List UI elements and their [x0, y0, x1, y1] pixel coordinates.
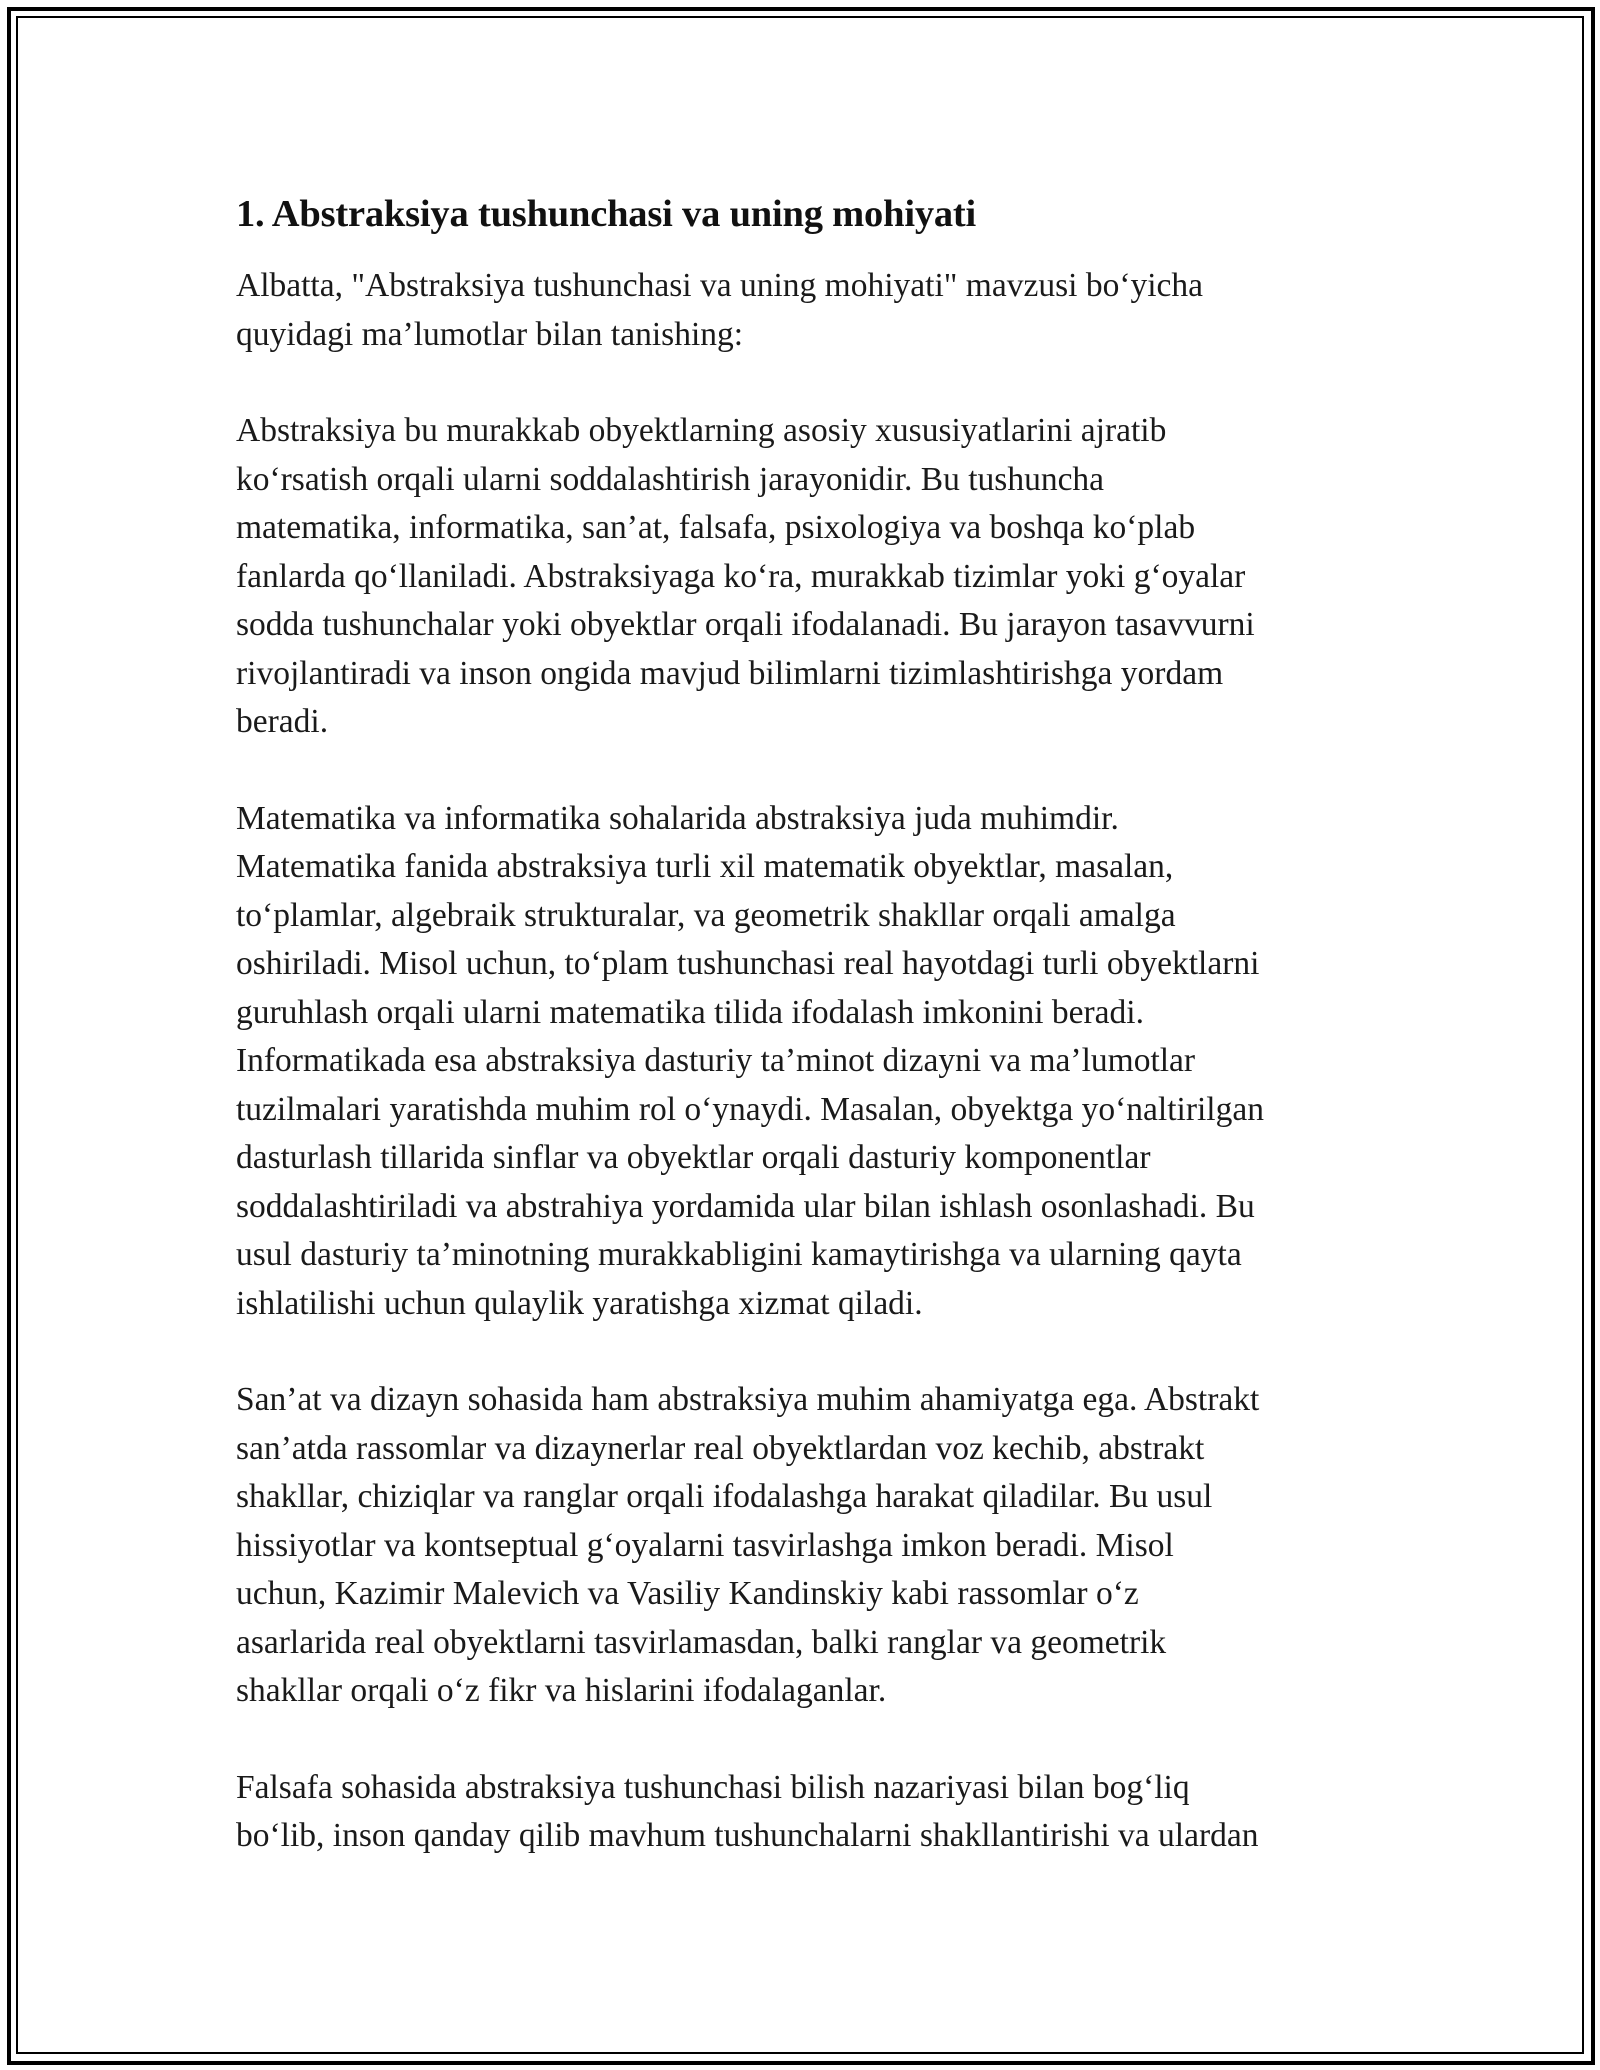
paragraph-definition	[236, 407, 1386, 747]
text-line: san’atda rassomlar va dizaynerlar real obyektlardan voz kechib, abstrakt	[236, 1429, 1205, 1467]
text-line: usul dasturiy ta’minotning murakkabligini kamaytirishga va ularning qayta	[236, 1236, 1242, 1273]
text-line: fanlarda qo‘llaniladi. Abstraksiyaga ko‘ra, murakkab tizimlar yoki g‘oyalar	[236, 557, 1246, 595]
text-line: Matematika va informatika sohalarida abstraksiya juda muhimdir.	[236, 799, 1119, 837]
text-line: matematika, informatika, san’at, falsafa, psixologiya va boshqa ko‘plab	[236, 509, 1196, 546]
text-line: San’at va dizayn sohasida ham abstraksiya muhim ahamiyatga ega. Abstrakt	[236, 1381, 1260, 1418]
text-line: bo‘lib, inson qanday qilib mavhum tushunchalarni shakllantirishi va ulardan	[236, 1817, 1259, 1854]
text-line: hissiyotlar va kontseptual g‘oyalarni tasvirlashga imkon beradi. Misol	[236, 1526, 1174, 1564]
paragraph-philosophy	[236, 1764, 1386, 1861]
text-line: Albatta, "Abstraksiya tushunchasi va uning mohiyati" mavzusi bo‘yicha	[236, 267, 1204, 304]
text-line: uchun, Kazimir Malevich va Vasiliy Kandinskiy kabi rassomlar o‘z	[236, 1575, 1139, 1612]
text-line: Informatikada esa abstraksiya dasturiy ta’minot dizayni va ma’lumotlar	[236, 1042, 1196, 1079]
text-line: quyidagi ma’lumotlar bilan tanishing:	[236, 315, 744, 353]
text-line: Abstraksiya bu murakkab obyektlarning asosiy xususiyatlarini ajratib	[236, 412, 1167, 449]
text-line: tuzilmalari yaratishda muhim rol o‘ynaydi. Masalan, obyektga yo‘naltirilgan	[236, 1090, 1264, 1128]
paragraph-art-design	[236, 1376, 1386, 1716]
text-line: asarlarida real obyektlarni tasvirlamasdan, balki ranglar va geometrik	[236, 1623, 1167, 1661]
text-line: beradi.	[236, 703, 329, 740]
text-line: ko‘rsatish orqali ularni soddalashtirish jarayonidir. Bu tushuncha	[236, 460, 1105, 498]
text-line: ishlatilishi uchun qulaylik yaratishga xizmat qiladi.	[236, 1284, 923, 1322]
paragraph-math-informatics	[236, 795, 1386, 1329]
text-line: Falsafa sohasida abstraksiya tushunchasi bilish nazariyasi bilan bog‘liq	[236, 1768, 1190, 1806]
text-line: sodda tushunchalar yoki obyektlar orqali ifodalanadi. Bu jarayon tasavvurni	[236, 606, 1255, 643]
paragraph-intro	[236, 262, 1386, 359]
text-line: oshiriladi. Misol uchun, to‘plam tushunchasi real hayotdagi turli obyektlarni	[236, 945, 1260, 982]
text-line: rivojlantiradi va inson ongida mavjud bilimlarni tizimlashtirishga yordam	[236, 654, 1224, 692]
section-heading: 1. Abstraksiya tushunchasi va uning mohiyati	[236, 193, 977, 235]
document-body	[236, 186, 1386, 1909]
text-line: guruhlash orqali ularni matematika tilida ifodalash imkonini beradi.	[236, 993, 1144, 1031]
text-line: dasturlash tillarida sinflar va obyektlar orqali dasturiy komponentlar	[236, 1139, 1151, 1176]
text-line: shakllar orqali o‘z fikr va hislarini ifodalaganlar.	[236, 1672, 887, 1709]
text-line: soddalashtiriladi va abstrahiya yordamida ular bilan ishlash osonlashadi. Bu	[236, 1187, 1255, 1225]
text-line: to‘plamlar, algebraik strukturalar, va geometrik shakllar orqali amalga	[236, 896, 1176, 934]
text-line: Matematika fanida abstraksiya turli xil matematik obyektlar, masalan,	[236, 848, 1174, 885]
text-line: shakllar, chiziqlar va ranglar orqali ifodalashga harakat qiladilar. Bu usul	[236, 1478, 1213, 1515]
